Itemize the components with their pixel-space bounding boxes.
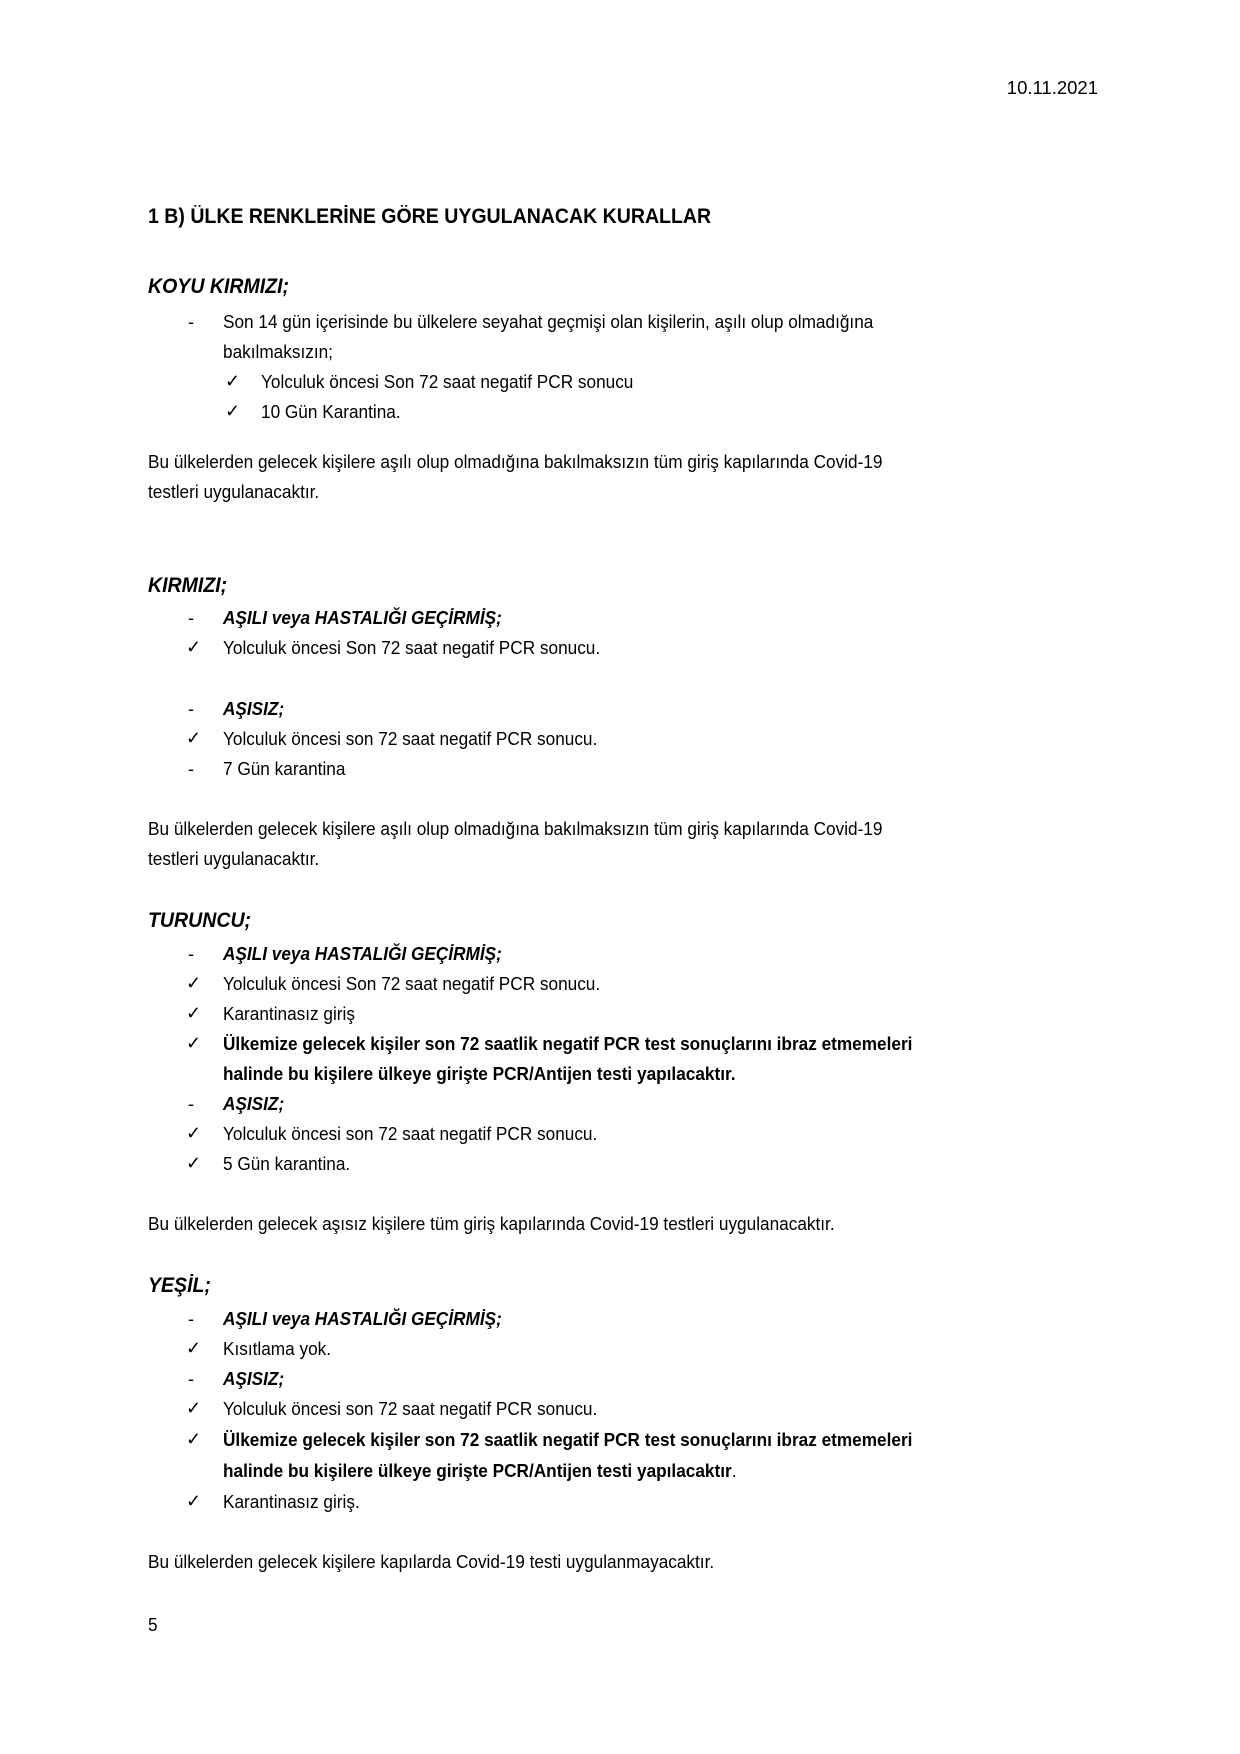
- dash-icon: -: [188, 1369, 194, 1389]
- yesil-unvaccinated-item-line2: [223, 1460, 736, 1482]
- dash-icon: -: [188, 608, 194, 628]
- koyu-kirmizi-item: 10 Gün Karantina.: [261, 401, 401, 422]
- dash-icon: -: [188, 312, 194, 332]
- section-heading-kirmizi: KIRMIZI;: [148, 574, 228, 597]
- turuncu-vaccinated-heading: AŞILI veya HASTALIĞI GEÇİRMİŞ;: [223, 943, 502, 964]
- yesil-unvaccinated-item-suffix: .: [731, 1460, 737, 1481]
- turuncu-vaccinated-item: Karantinasız giriş: [223, 1003, 355, 1024]
- checkmark-icon: ✓: [186, 1338, 202, 1358]
- turuncu-unvaccinated-item: 5 Gün karantina.: [223, 1153, 351, 1174]
- page-title: 1 B) ÜLKE RENKLERİNE GÖRE UYGULANACAK KURALLAR: [148, 205, 712, 228]
- checkmark-icon: ✓: [186, 973, 202, 993]
- yesil-unvaccinated-item: Yolculuk öncesi son 72 saat negatif PCR sonucu.: [223, 1398, 598, 1419]
- checkmark-icon: ✓: [186, 1033, 202, 1053]
- yesil-unvaccinated-item: Ülkemize gelecek kişiler son 72 saatlik negatif PCR test sonuçlarını ibraz etmemeleri: [223, 1429, 913, 1450]
- kirmizi-note-line2: testleri uygulanacaktır.: [148, 848, 320, 869]
- page-number: 5: [148, 1614, 158, 1635]
- turuncu-unvaccinated-item: Yolculuk öncesi son 72 saat negatif PCR sonucu.: [223, 1123, 598, 1144]
- checkmark-icon: ✓: [186, 637, 202, 657]
- checkmark-icon: ✓: [225, 371, 241, 391]
- koyu-kirmizi-note-line1: Bu ülkelerden gelecek kişilere aşılı olup olmadığına bakılmaksızın tüm giriş kapılarında Covid-19: [148, 451, 883, 472]
- turuncu-unvaccinated-heading: AŞISIZ;: [223, 1093, 285, 1114]
- turuncu-vaccinated-item: Yolculuk öncesi Son 72 saat negatif PCR sonucu.: [223, 973, 601, 994]
- dash-icon: -: [188, 699, 194, 719]
- checkmark-icon: ✓: [186, 1123, 202, 1143]
- checkmark-icon: ✓: [186, 1003, 202, 1023]
- koyu-kirmizi-intro-line1: Son 14 gün içerisinde bu ülkelere seyahat geçmişi olan kişilerin, aşılı olup olmadığına: [223, 311, 874, 332]
- yesil-vaccinated-heading: AŞILI veya HASTALIĞI GEÇİRMİŞ;: [223, 1308, 502, 1329]
- kirmizi-unvaccinated-item: Yolculuk öncesi son 72 saat negatif PCR sonucu.: [223, 728, 598, 749]
- kirmizi-unvaccinated-heading: AŞISIZ;: [223, 698, 285, 719]
- turuncu-vaccinated-item: halinde bu kişilere ülkeye girişte PCR/Antijen testi yapılacaktır.: [223, 1063, 736, 1084]
- kirmizi-unvaccinated-item: 7 Gün karantina: [223, 758, 346, 779]
- koyu-kirmizi-item: Yolculuk öncesi Son 72 saat negatif PCR sonucu: [261, 371, 634, 392]
- turuncu-vaccinated-item: Ülkemize gelecek kişiler son 72 saatlik negatif PCR test sonuçlarını ibraz etmemeleri: [223, 1033, 913, 1054]
- checkmark-icon: ✓: [186, 1491, 202, 1511]
- dash-icon: -: [188, 759, 194, 779]
- dash-icon: -: [188, 944, 194, 964]
- checkmark-icon: ✓: [186, 728, 202, 748]
- yesil-vaccinated-item: Kısıtlama yok.: [223, 1338, 332, 1359]
- turuncu-note: Bu ülkelerden gelecek aşısız kişilere tüm giriş kapılarında Covid-19 testleri uygulanacaktır.: [148, 1213, 835, 1234]
- dash-icon: -: [188, 1094, 194, 1114]
- yesil-unvaccinated-item: Karantinasız giriş.: [223, 1491, 360, 1512]
- dash-icon: -: [188, 1309, 194, 1329]
- document-date: 10.11.2021: [1006, 77, 1098, 98]
- section-heading-yesil: YEŞİL;: [148, 1274, 211, 1297]
- yesil-note: Bu ülkelerden gelecek kişilere kapılarda Covid-19 testi uygulanmayacaktır.: [148, 1551, 715, 1572]
- yesil-unvaccinated-item-bold-text: halinde bu kişilere ülkeye girişte PCR/Antijen testi yapılacaktır: [223, 1460, 732, 1481]
- checkmark-icon: ✓: [225, 401, 241, 421]
- kirmizi-vaccinated-heading: AŞILI veya HASTALIĞI GEÇİRMİŞ;: [223, 607, 502, 628]
- kirmizi-note-line1: Bu ülkelerden gelecek kişilere aşılı olup olmadığına bakılmaksızın tüm giriş kapılarında Covid-19: [148, 818, 883, 839]
- kirmizi-vaccinated-item: Yolculuk öncesi Son 72 saat negatif PCR sonucu.: [223, 637, 601, 658]
- checkmark-icon: ✓: [186, 1398, 202, 1418]
- yesil-unvaccinated-heading: AŞISIZ;: [223, 1368, 285, 1389]
- section-heading-koyu-kirmizi: KOYU KIRMIZI;: [148, 275, 290, 298]
- section-heading-turuncu: TURUNCU;: [148, 909, 252, 932]
- koyu-kirmizi-intro-line2: bakılmaksızın;: [223, 341, 333, 362]
- checkmark-icon: ✓: [186, 1429, 202, 1449]
- checkmark-icon: ✓: [186, 1153, 202, 1173]
- koyu-kirmizi-note-line2: testleri uygulanacaktır.: [148, 481, 320, 502]
